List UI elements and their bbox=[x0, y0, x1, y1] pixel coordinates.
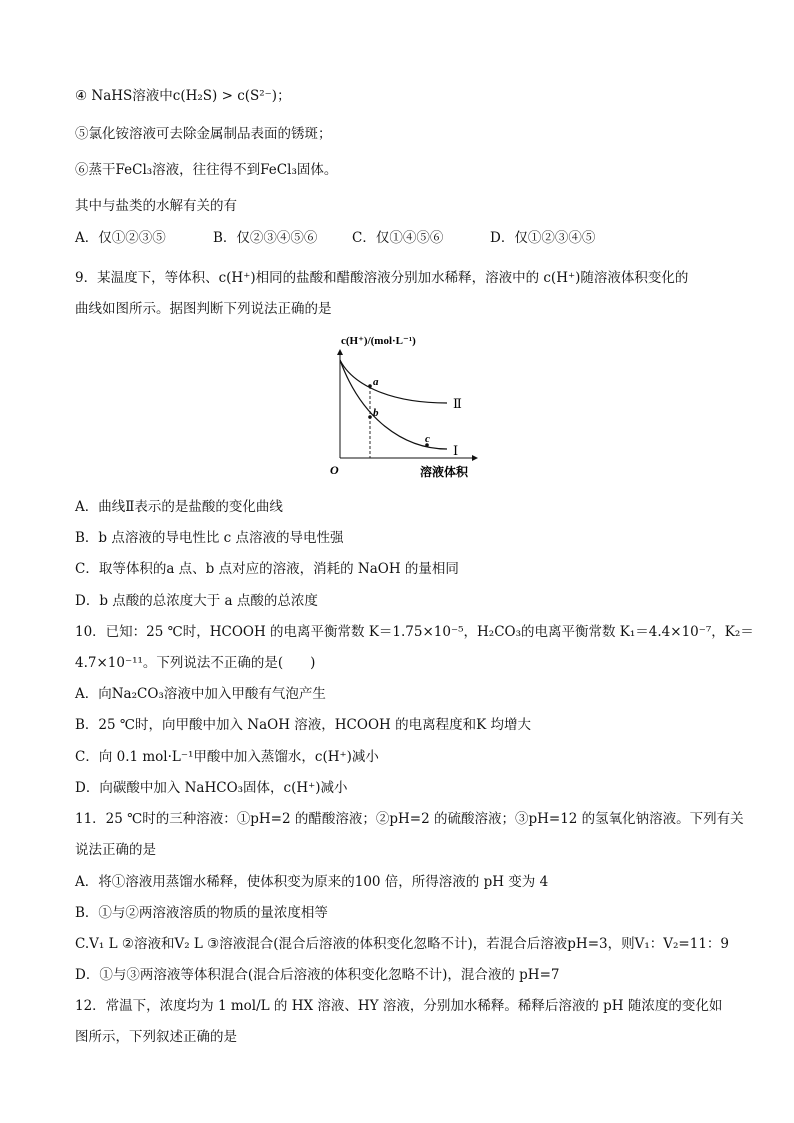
point-c-label: c bbox=[425, 433, 430, 445]
q8-option-b: B．仅②③④⑤⑥ bbox=[213, 230, 318, 246]
item-4: ④ NaHS溶液中c(H₂S) > c(S²⁻)； bbox=[75, 88, 291, 104]
q9-option-a: A．曲线Ⅱ表示的是盐酸的变化曲线 bbox=[75, 499, 283, 515]
q11-option-d: D．①与③两溶液等体积混合(混合后溶液的体积变化忽略不计)，混合液的 pH=7 bbox=[75, 967, 560, 983]
q9-option-d: D．b 点酸的总浓度大于 a 点酸的总浓度 bbox=[75, 593, 318, 609]
q8-options bbox=[75, 228, 715, 248]
q12-stem-line1: 12．常温下，浓度均为 1 mol/L 的 HX 溶液、HY 溶液，分别加水稀释。稀释后溶液的 pH 随浓度的变化如 bbox=[75, 998, 723, 1014]
q11-stem-line1: 11．25 ℃时的三种溶液：①pH=2 的醋酸溶液；②pH=2 的硫酸溶液；③pH=12 的氢氧化钠溶液。下列有关 bbox=[75, 811, 744, 827]
point-b-label: b bbox=[373, 407, 379, 419]
q8-summary: 其中与盐类的水解有关的有 bbox=[75, 198, 237, 214]
q11-stem-line2: 说法正确的是 bbox=[75, 842, 156, 858]
q11-option-a: A．将①溶液用蒸馏水稀释，使体积变为原来的100 倍，所得溶液的 pH 变为 4 bbox=[75, 874, 549, 890]
q10-option-c: C．向 0.1 mol·L⁻¹甲酸中加入蒸馏水，c(H⁺)减小 bbox=[75, 749, 379, 765]
q10-stem-line1: 10．已知：25 ℃时，HCOOH 的电离平衡常数 K＝1.75×10⁻⁵，H₂CO₃的电离平衡常数 K₁＝4.4×10⁻⁷，K₂＝ bbox=[75, 624, 754, 640]
point-a-label: a bbox=[373, 376, 379, 388]
x-axis-label: 溶液体积 bbox=[420, 465, 469, 479]
curve-I-label: Ⅰ bbox=[453, 443, 459, 458]
q12-stem-line2: 图所示，下列叙述正确的是 bbox=[75, 1029, 237, 1045]
curve-I bbox=[340, 360, 447, 449]
item-5: ⑤氯化铵溶液可去除金属制品表面的锈斑； bbox=[75, 126, 332, 142]
q10-option-a: A．向Na₂CO₃溶液中加入甲酸有气泡产生 bbox=[75, 686, 326, 702]
curve-II-label: Ⅱ bbox=[453, 396, 462, 411]
point-b bbox=[368, 415, 372, 419]
y-axis-label: c(H⁺)/(mol·L⁻¹) bbox=[341, 335, 416, 347]
q8-option-c: C．仅①④⑤⑥ bbox=[352, 230, 444, 246]
q9-stem-line2: 曲线如图所示。据图判断下列说法正确的是 bbox=[75, 301, 332, 317]
q10-option-b: B．25 ℃时，向甲酸中加入 NaOH 溶液，HCOOH 的电离程度和K 均增大 bbox=[75, 717, 531, 733]
q9-graph bbox=[325, 330, 485, 485]
point-a bbox=[368, 384, 372, 388]
q11-option-b: B．①与②两溶液溶质的物质的量浓度相等 bbox=[75, 905, 328, 921]
curve-II bbox=[340, 360, 447, 403]
item-6: ⑥蒸干FeCl₃溶液，往往得不到FeCl₃固体。 bbox=[75, 162, 338, 178]
q10-option-d: D．向碳酸中加入 NaHCO₃固体，c(H⁺)减小 bbox=[75, 780, 348, 796]
q8-option-a: A．仅①②③⑤ bbox=[75, 230, 166, 246]
q10-stem-line2: 4.7×10⁻¹¹。下列说法不正确的是( ) bbox=[75, 655, 316, 671]
q8-option-d: D．仅①②③④⑤ bbox=[490, 230, 596, 246]
q9-figure bbox=[325, 330, 485, 485]
q9-stem-line1: 9．某温度下，等体积、c(H⁺)相同的盐酸和醋酸溶液分别加水稀释，溶液中的 c(H⁺)随溶液体积变化的 bbox=[75, 270, 689, 286]
q11-option-c: C.V₁ L ②溶液和V₂ L ③溶液混合(混合后溶液的体积变化忽略不计)，若混合后溶液pH=3，则V₁：V₂=11：9 bbox=[75, 936, 730, 952]
origin-label: O bbox=[330, 463, 339, 477]
q9-option-b: B．b 点溶液的导电性比 c 点溶液的导电性强 bbox=[75, 530, 344, 546]
q9-option-c: C．取等体积的a 点、b 点对应的溶液，消耗的 NaOH 的量相同 bbox=[75, 561, 459, 577]
